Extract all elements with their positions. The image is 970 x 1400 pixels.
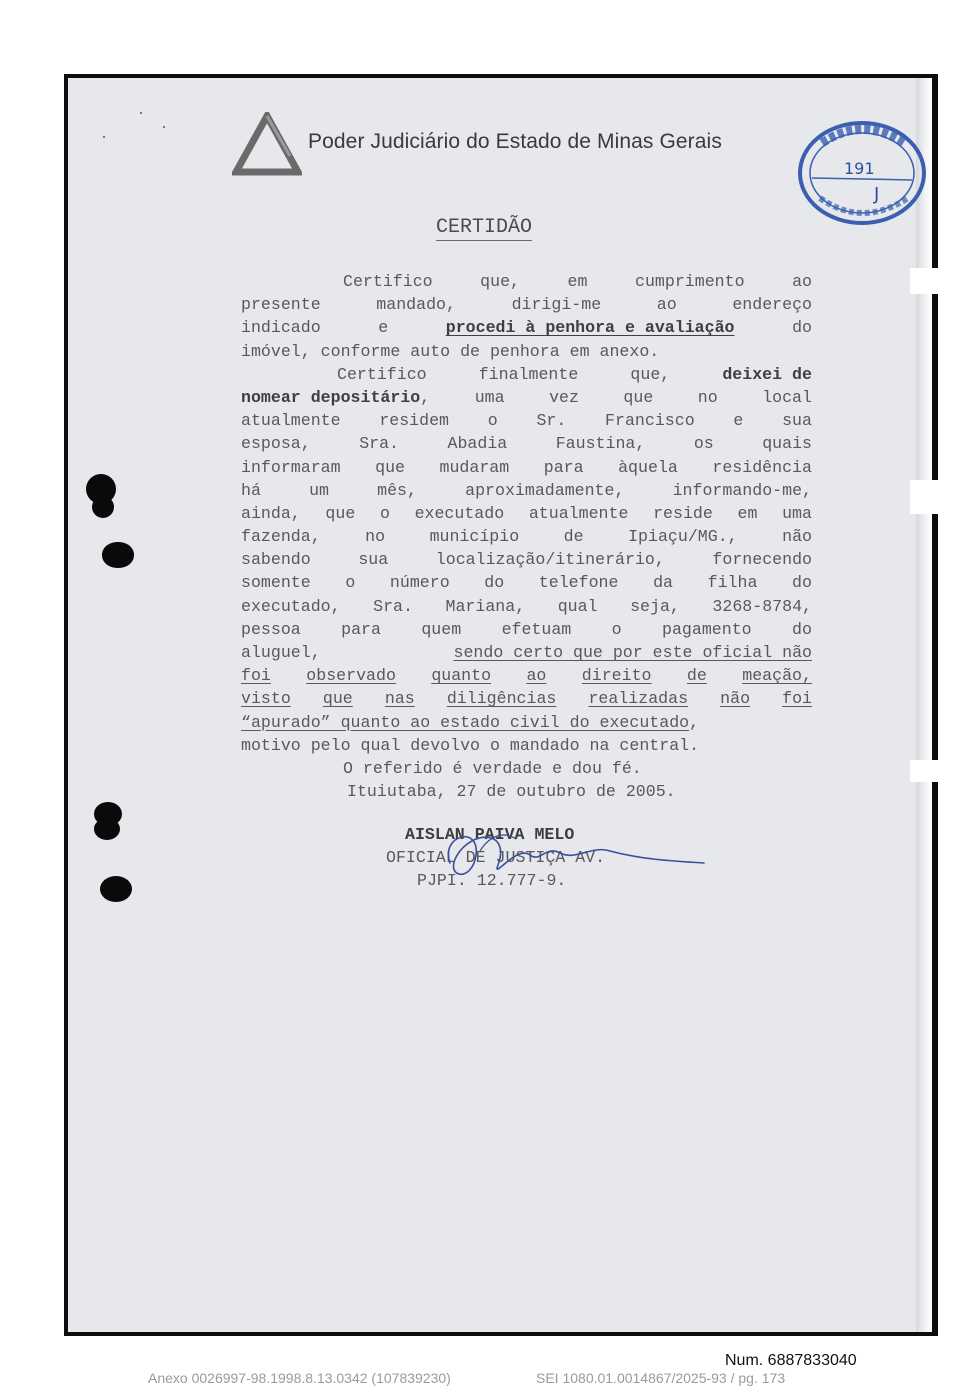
text-line: pessoa para quem efetuam o pagamento do [241,619,812,639]
text-line-underlined: visto que nas diligências realizadas não foi [241,689,812,709]
signer-role: OFICIAL DE JUSTIÇA AV. [386,848,606,867]
signer-registration: PJPI. 12.777-9. [417,871,567,890]
text-line-underlined: foi observado quanto ao direito de meação, [241,666,812,686]
highlight-depositary: deixei de [722,364,812,384]
punch-hole [94,818,120,840]
text-line: “apurado” quanto ao estado civil do executado , [241,711,812,734]
footer-document-number: Num. 6887833040 [725,1352,857,1369]
footer-annex-reference: Anexo 0026997-98.1998.8.13.0342 (107839230) [148,1370,451,1386]
paper-tear [910,268,940,294]
judiciary-logo-icon [232,112,302,176]
handwritten-signature-icon [420,815,720,895]
scan-speck [163,126,165,128]
text-line: informaram que mudaram para àquela residência [241,457,812,477]
document-title: CERTIDÃO [436,216,533,239]
highlight-seizure: procedi à penhora e avaliação [445,318,735,338]
underlined-clause: “apurado” quanto ao estado civil do executado [241,712,690,732]
certificate-body [241,270,812,803]
stamp-initial: J [874,184,880,205]
underlined-clause: sendo certo que por este oficial não [453,643,812,662]
text-line: esposa, Sra. Abadia Faustina, os quais [241,434,812,454]
text-line: imóvel, conforme auto de penhora em anexo. [241,341,660,361]
registry-stamp-icon [792,118,928,228]
scan-speck [103,136,105,138]
paper-edge [916,78,932,1332]
text-line: nomear depositário, uma vez que no local [241,387,812,407]
text-line: Certifico finalmente que, deixei de [241,363,812,386]
punch-hole [102,542,134,568]
text-line: aluguel, sendo certo que por este oficial não [241,641,812,664]
paper-tear [910,480,940,514]
punch-hole [92,496,114,518]
text-line: sabendo sua localização/itinerário, fornecendo [241,550,812,570]
footer-sei-reference: SEI 1080.01.0014867/2025-93 / pg. 173 [536,1370,786,1386]
text-line: O referido é verdade e dou fé. [343,758,642,778]
paper-tear [910,760,940,782]
text-line: motivo pelo qual devolvo o mandado na central. [241,735,700,755]
text-line: presente mandado, dirigi-me ao endereço [241,295,812,315]
text-line: ainda, que o executado atualmente reside em uma [241,503,812,523]
text-line: somente o número do telefone da filha do [241,573,812,593]
scan-speck [140,112,142,114]
text-line: fazenda, no município de Ipiaçu/MG., não [241,527,812,547]
text-line: executado, Sra. Mariana, qual seja, 3268-8784, [241,596,812,616]
text-line: atualmente residem o Sr. Francisco e sua [241,411,812,431]
text-line: Ituiutaba, 27 de outubro de 2005. [347,782,676,802]
stamp-number: 191 [844,159,875,178]
text-line: indicado e procedi à penhora e avaliação do [241,316,812,339]
text-line: há um mês, aproximadamente, informando-me, [241,480,812,500]
text-line: Certifico que, em cumprimento ao [343,272,812,291]
punch-hole [100,876,132,902]
header-title: Poder Judiciário do Estado de Minas Gerais [308,130,722,153]
signer-name: AISLAN PAIVA MELO [405,825,575,844]
